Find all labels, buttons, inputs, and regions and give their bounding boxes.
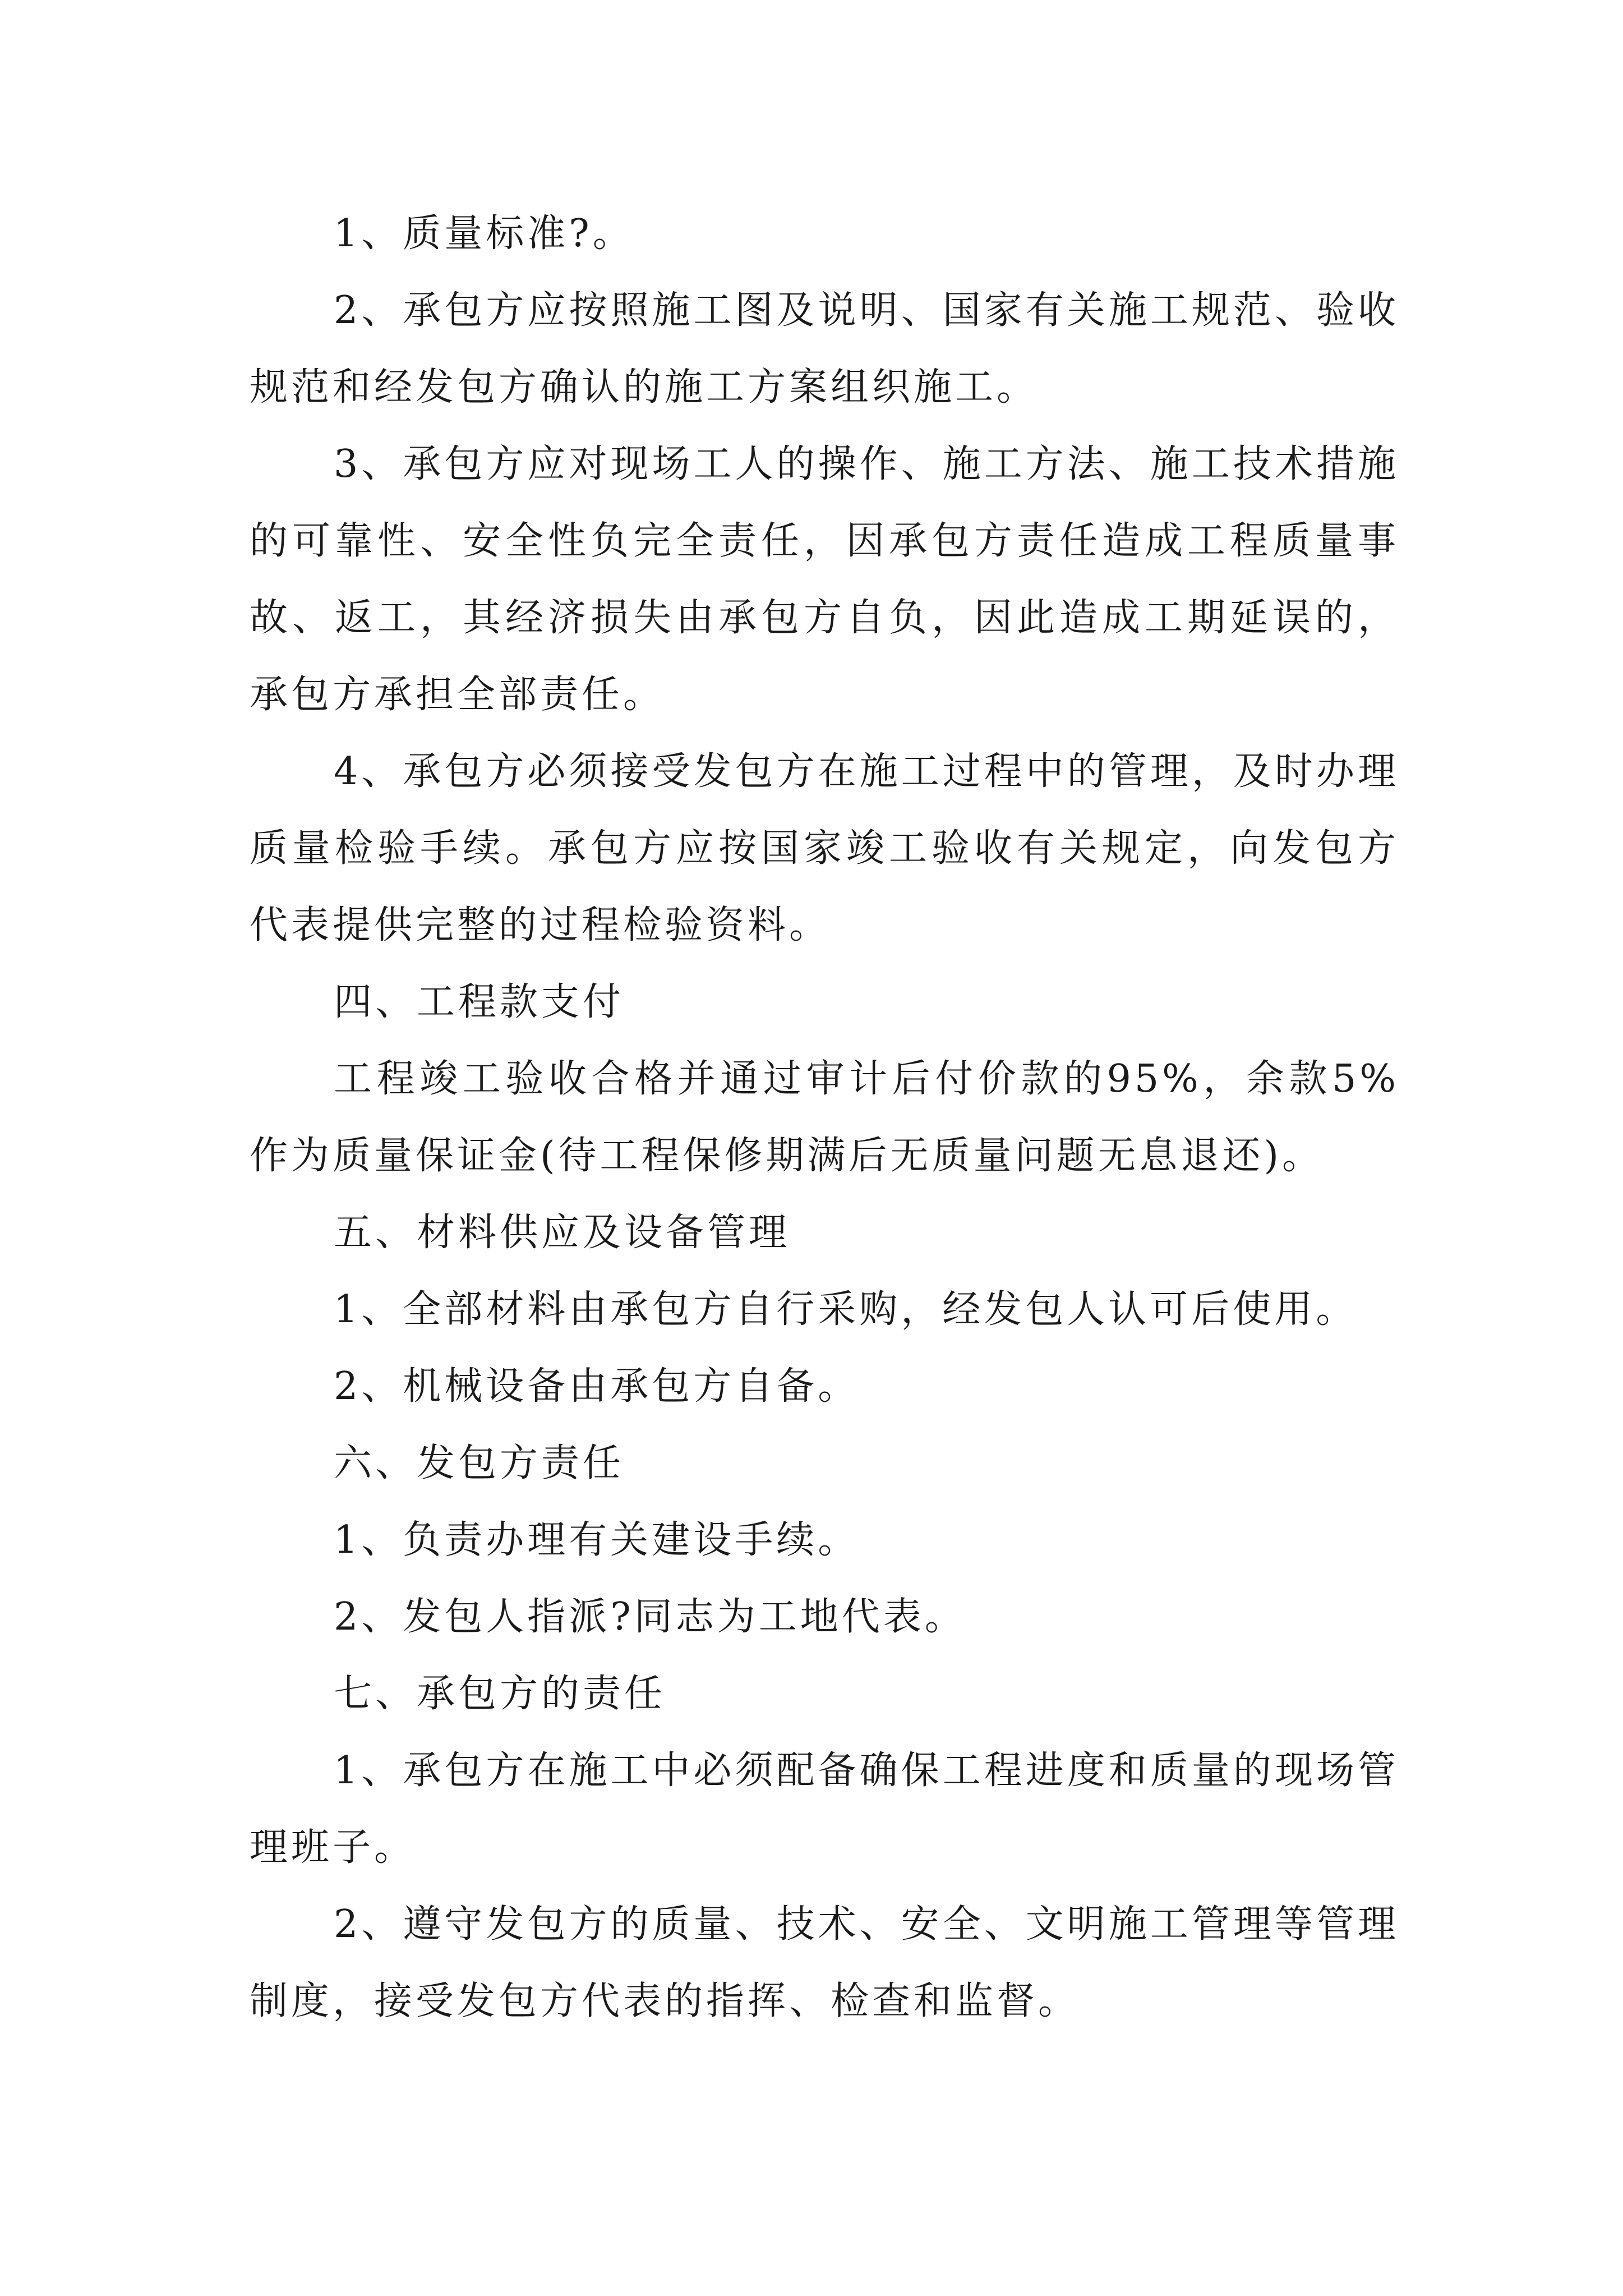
section-heading-materials: 五、材料供应及设备管理: [334, 1211, 791, 1255]
paragraph-construction-per-drawings: 2、承包方应按照施工图及说明、国家有关施工规范、验收规范和经发包方确认的施工方案组织施工。: [250, 288, 1399, 409]
paragraph-site-representative: 2、发包人指派?同志为工地代表。: [334, 1595, 966, 1639]
section-heading-employer-responsibility: 六、发包方责任: [334, 1441, 625, 1485]
section-heading-contractor-responsibility: 七、承包方的责任: [334, 1672, 666, 1716]
paragraph-payment-terms: 工程竣工验收合格并通过审计后付价款的95%，余款5%作为质量保证金(待工程保修期满后无质量问题无息退还)。: [250, 1057, 1399, 1178]
paragraph-contractor-responsibility-safety: 3、承包方应对现场工人的操作、施工方法、施工技术措施的可靠性、安全性负完全责任，因承包方责任造成工程质量事故、返工，其经济损失由承包方自负，因此造成工期延误的，承包方承担全部责任。: [250, 442, 1399, 717]
document-body: [250, 195, 1399, 2040]
paragraph-material-procurement: 1、全部材料由承包方自行采购，经发包人认可后使用。: [334, 1287, 1358, 1332]
paragraph-construction-procedures: 1、负责办理有关建设手续。: [334, 1518, 860, 1562]
paragraph-site-management-team: 1、承包方在施工中必须配备确保工程进度和质量的现场管理班子。: [250, 1749, 1399, 1870]
section-heading-payment: 四、工程款支付: [334, 980, 625, 1024]
paragraph-quality-inspection: 4、承包方必须接受发包方在施工过程中的管理，及时办理质量检验手续。承包方应按国家竣工验收有关规定，向发包方代表提供完整的过程检验资料。: [250, 749, 1399, 947]
paragraph-quality-standard: 1、质量标准?。: [334, 211, 634, 256]
paragraph-comply-management-rules: 2、遵守发包方的质量、技术、安全、文明施工管理等管理制度，接受发包方代表的指挥、检查和监督。: [250, 1902, 1399, 2023]
paragraph-equipment: 2、机械设备由承包方自备。: [334, 1364, 860, 1409]
